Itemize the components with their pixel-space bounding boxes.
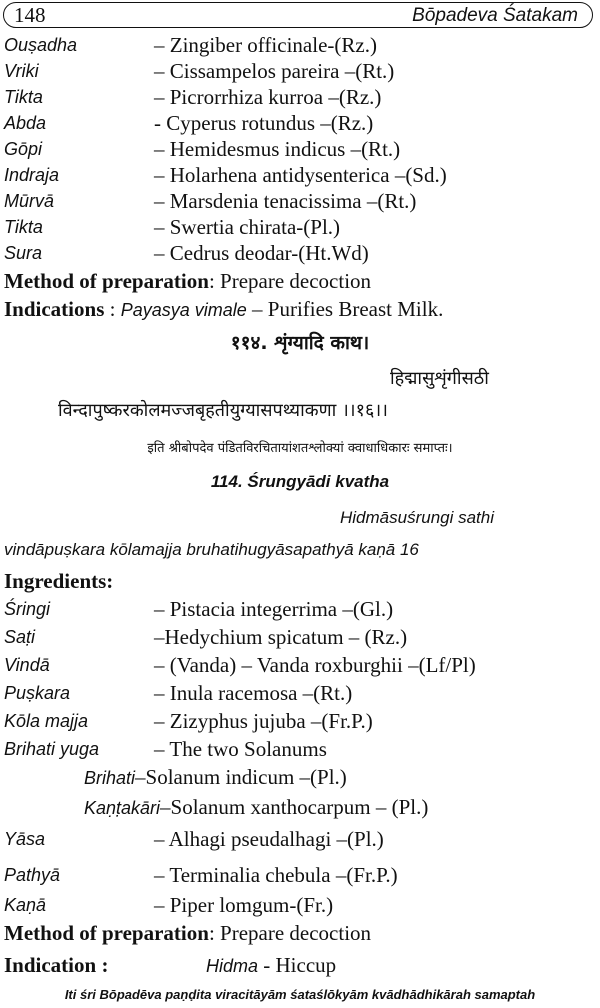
ingredient-term: Śringi [4, 599, 51, 619]
ingredient-term: Mūrvā [4, 191, 55, 211]
ingredient-term: Abda [4, 113, 47, 133]
ingredient-term: Tikta [4, 217, 43, 237]
solanum-desc: –Solanum indicum –(Pl.) [135, 765, 347, 789]
solanum-term: Kaṇṭakāri [84, 798, 161, 818]
ingredient-desc: – Pistacia integerrima –(Gl.) [154, 597, 394, 621]
indications-line [4, 296, 443, 323]
indications-text: – Purifies Breast Milk. [246, 297, 444, 321]
ingredient-desc: – (Vanda) – Vanda roxburghii –(Lf/Pl) [154, 653, 476, 677]
devanagari-verse-line1: हिद्मासुशृंगीसठी [390, 368, 489, 389]
indication-sanskrit: Hidma [206, 956, 259, 976]
book-title: Bōpadeva Śatakam [412, 5, 578, 26]
ingredient-term: Tikta [4, 87, 43, 107]
indications-colon: : [104, 297, 121, 321]
indication-colon: : [96, 953, 109, 977]
ingredient-desc: – Terminalia chebula –(Fr.P.) [154, 863, 398, 887]
ingredient-desc: – Picrorrhiza kurroa –(Rz.) [154, 85, 382, 109]
ingredient-desc: – Alhagi pseudalhagi –(Pl.) [154, 827, 384, 851]
ingredient-term: Yāsa [4, 829, 46, 849]
transliteration-line1: Hidmāsuśrungi sathi [340, 508, 495, 527]
ingredient-term: Pathyā [4, 865, 61, 885]
ingredient-term: Vriki [4, 61, 39, 81]
ingredient-desc: – Marsdenia tenacissima –(Rt.) [154, 189, 417, 213]
solanum-row [84, 764, 347, 791]
indications-label: Indications [4, 297, 105, 321]
method-text: : Prepare decoction [208, 269, 372, 293]
method-label: Method of preparation [4, 269, 209, 293]
ingredient-term: Kōla majja [4, 711, 89, 731]
ingredient-desc: – Cissampelos pareira –(Rt.) [154, 59, 395, 83]
ingredient-term: Gōpi [4, 139, 43, 159]
indication-text: - Hiccup [258, 953, 337, 977]
indication-line [4, 952, 108, 978]
ingredient-term: Kaṇā [4, 895, 47, 915]
ingredient-desc: –Hedychium spicatum – (Rz.) [154, 625, 408, 649]
method-text: : Prepare decoction [208, 921, 372, 945]
page-header [3, 2, 593, 28]
ingredient-desc: – Piper lomgum-(Fr.) [154, 893, 334, 917]
indications-sanskrit: Payasya vimale [120, 300, 247, 320]
ingredient-desc: – Holarhena antidysenterica –(Sd.) [154, 163, 447, 187]
ingredient-desc: – Swertia chirata-(Pl.) [154, 215, 341, 239]
ingredients-heading: Ingredients: [4, 569, 114, 593]
devanagari-heading: ११४. शृंग्यादि काथ। [230, 332, 370, 354]
solanum-term: Brihati [84, 768, 136, 788]
ingredient-desc: - Cyperus rotundus –(Rz.) [154, 111, 374, 135]
ingredient-term: Ouṣadha [4, 35, 78, 55]
method-line [4, 920, 371, 946]
ingredient-term: Indraja [4, 165, 60, 185]
method-label: Method of preparation [4, 921, 209, 945]
ingredient-desc: – Zingiber officinale-(Rz.) [154, 33, 377, 57]
indication-value [206, 952, 336, 979]
method-line [4, 268, 371, 294]
ingredient-desc: – Zizyphus jujuba –(Fr.P.) [154, 709, 373, 733]
page-number: 148 [14, 3, 46, 27]
solanum-row [84, 794, 428, 821]
ingredient-term: Sura [4, 243, 43, 263]
solanum-desc: –Solanum xanthocarpum – (Pl.) [160, 795, 429, 819]
indication-label: Indication [4, 953, 97, 977]
ingredient-desc: – The two Solanums [154, 737, 327, 761]
transliteration-line2: vindāpuṣkara kōlamajja bruhatihugyāsapathyā kaṇā 16 [4, 540, 419, 559]
devanagari-colophon: इति श्रीबोपदेव पंडितविरचितायांशतश्लोक्यां क्वाधाधिकारः समाप्तः। [147, 441, 453, 456]
ingredient-term: Saṭi [4, 627, 36, 647]
section-heading: 114. Śrungyādi kvatha [210, 472, 390, 491]
ingredient-term: Brihati yuga [4, 739, 100, 759]
ingredient-term: Vindā [4, 655, 50, 675]
ingredient-desc: – Cedrus deodar-(Ht.Wd) [154, 241, 369, 265]
ingredient-desc: – Hemidesmus indicus –(Rt.) [154, 137, 401, 161]
ingredient-term: Puṣkara [4, 683, 71, 703]
ingredient-desc: – Inula racemosa –(Rt.) [154, 681, 353, 705]
devanagari-verse-line2: विन्दापुष्करकोलमज्जबृहतीयुग्यासपथ्याकणा ।।१६।। [58, 400, 388, 421]
colophon-transliteration: Iti śri Bōpadēva paṇḍita viracitāyām śataślōkyām kvādhādhikārah samaptah [64, 987, 536, 1002]
